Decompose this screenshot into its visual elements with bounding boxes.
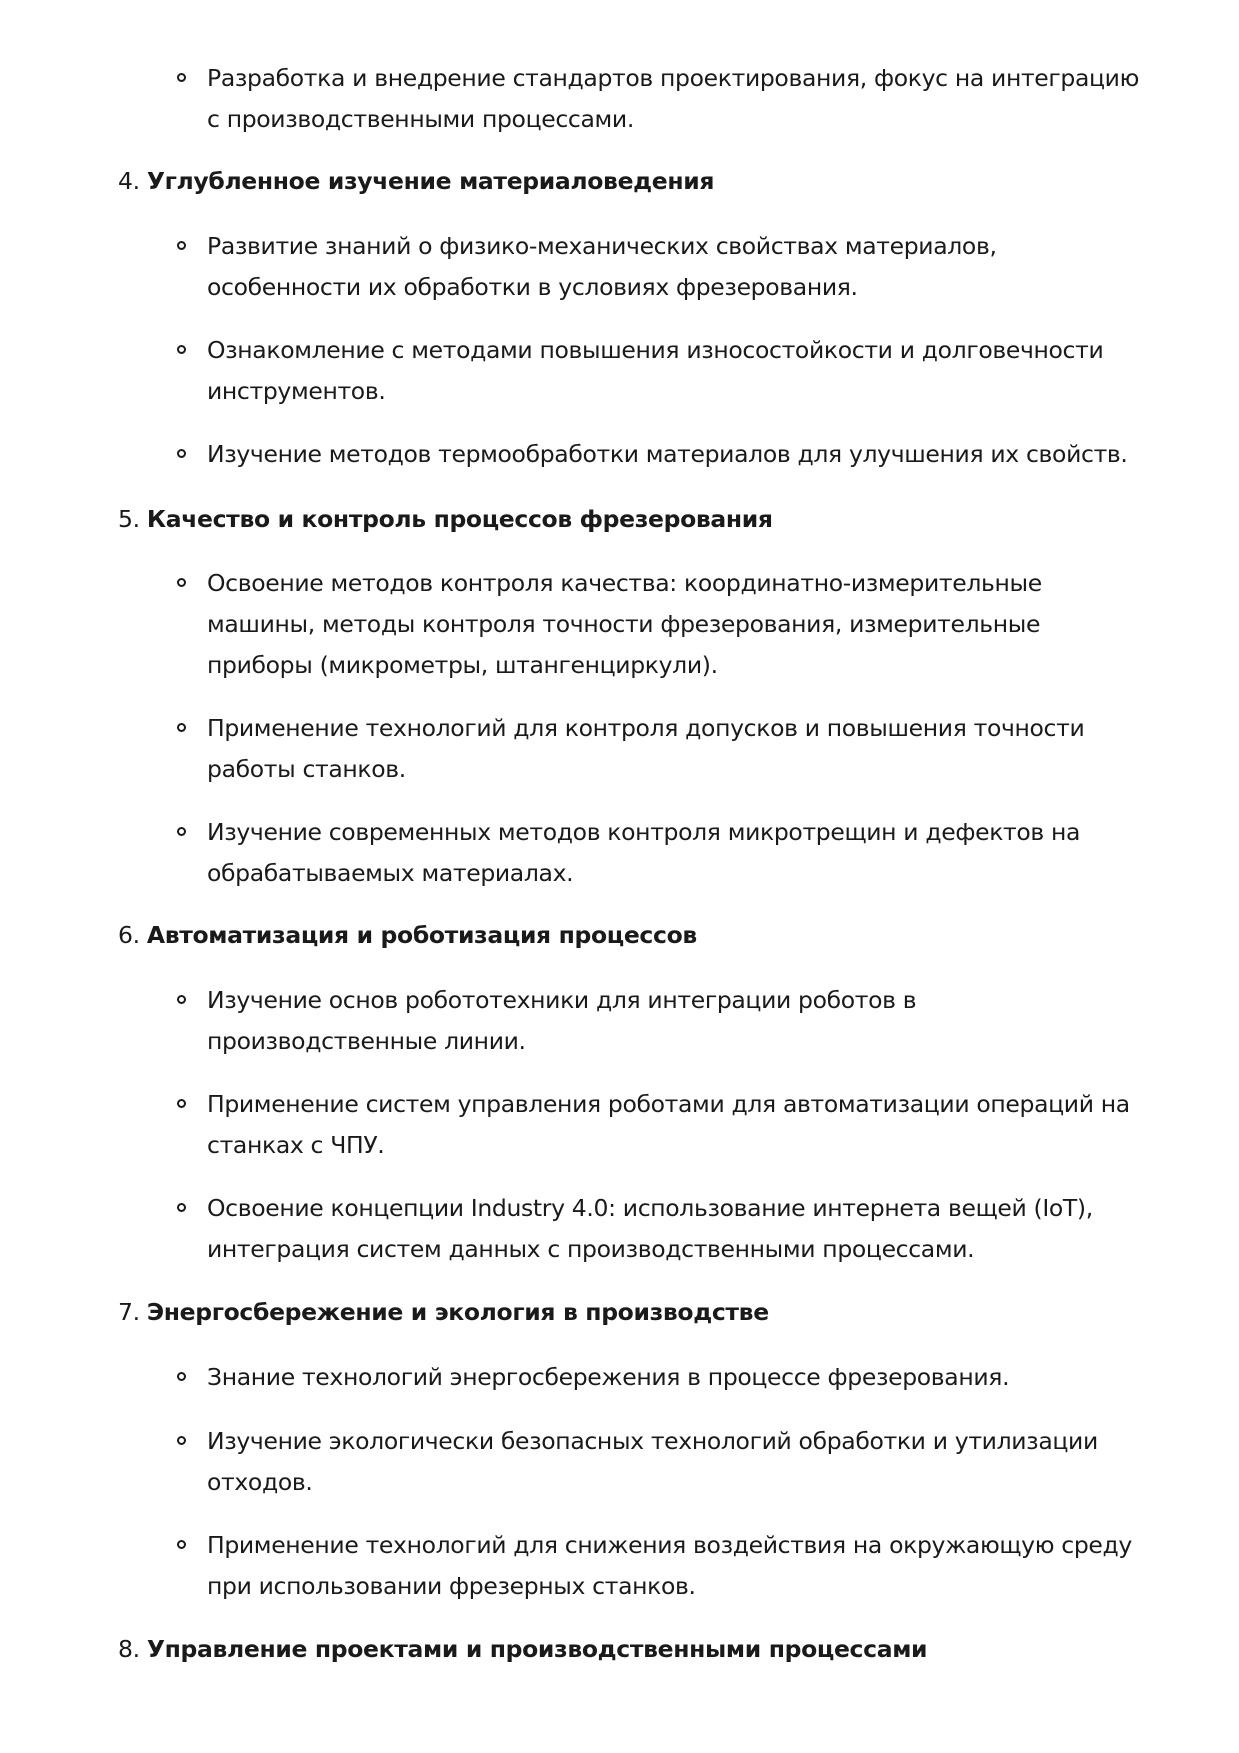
list-item xyxy=(207,1357,1147,1398)
list-item-text: Изучение экологически безопасных технологий обработки и утилизации отходов. xyxy=(207,1427,1098,1496)
section-number: 8. xyxy=(118,1635,140,1663)
section-heading xyxy=(118,1292,769,1333)
circle-bullet-icon xyxy=(177,827,186,836)
list-item-text: Освоение методов контроля качества: координатно-измерительные машины, методы контроля точности фрезерования, измерительные приборы (микрометры, штангенциркули). xyxy=(207,569,1042,679)
section-number: 5. xyxy=(118,505,140,533)
list-item-text: Применение технологий для контроля допусков и повышения точности работы станков. xyxy=(207,714,1085,783)
list-item-text: Знание технологий энергосбережения в процессе фрезерования. xyxy=(207,1363,1010,1391)
section-heading xyxy=(118,1629,927,1670)
circle-bullet-icon xyxy=(177,723,186,732)
list-item xyxy=(207,330,1147,412)
list-item xyxy=(207,58,1147,140)
circle-bullet-icon xyxy=(177,1372,186,1381)
circle-bullet-icon xyxy=(177,995,186,1004)
list-item xyxy=(207,980,1147,1062)
list-item xyxy=(207,708,1147,790)
section-number: 6. xyxy=(118,921,140,949)
list-item-text: Освоение концепции Industry 4.0: использование интернета вещей (IoT), интеграция систем данных с производственными процессами. xyxy=(207,1194,1093,1263)
section-number: 7. xyxy=(118,1298,140,1326)
section-title: Управление проектами и производственными процессами xyxy=(146,1635,928,1663)
list-item xyxy=(207,1188,1147,1270)
circle-bullet-icon xyxy=(177,578,186,587)
list-item xyxy=(207,563,1147,686)
list-item xyxy=(207,226,1147,308)
list-item xyxy=(207,1421,1147,1503)
section-heading xyxy=(118,161,714,202)
list-item xyxy=(207,1525,1147,1607)
circle-bullet-icon xyxy=(177,449,186,458)
list-item-text: Изучение основ робототехники для интеграции роботов в производственные линии. xyxy=(207,986,917,1055)
circle-bullet-icon xyxy=(177,1203,186,1212)
list-item-text: Изучение современных методов контроля микротрещин и дефектов на обрабатываемых материалах. xyxy=(207,818,1081,887)
list-item xyxy=(207,1084,1147,1166)
section-title: Углубленное изучение материаловедения xyxy=(146,167,715,195)
section-title: Автоматизация и роботизация процессов xyxy=(146,921,697,949)
circle-bullet-icon xyxy=(177,1540,186,1549)
list-item-text: Разработка и внедрение стандартов проектирования, фокус на интеграцию с производственными процессами. xyxy=(207,64,1140,133)
section-title: Качество и контроль процессов фрезерования xyxy=(146,505,773,533)
circle-bullet-icon xyxy=(177,241,186,250)
section-heading xyxy=(118,915,697,956)
section-number: 4. xyxy=(118,167,140,195)
circle-bullet-icon xyxy=(177,1099,186,1108)
list-item xyxy=(207,434,1147,475)
section-title: Энергосбережение и экология в производстве xyxy=(146,1298,769,1326)
section-heading xyxy=(118,499,773,540)
list-item-text: Развитие знаний о физико-механических свойствах материалов, особенности их обработки в условиях фрезерования. xyxy=(207,232,997,301)
list-item xyxy=(207,812,1147,894)
list-item-text: Применение систем управления роботами для автоматизации операций на станках с ЧПУ. xyxy=(207,1090,1130,1159)
circle-bullet-icon xyxy=(177,345,186,354)
list-item-text: Изучение методов термообработки материалов для улучшения их свойств. xyxy=(207,440,1128,468)
list-item-text: Применение технологий для снижения воздействия на окружающую среду при использовании фрезерных станков. xyxy=(207,1531,1132,1600)
circle-bullet-icon xyxy=(177,1436,186,1445)
list-item-text: Ознакомление с методами повышения износостойкости и долговечности инструментов. xyxy=(207,336,1104,405)
circle-bullet-icon xyxy=(177,73,186,82)
